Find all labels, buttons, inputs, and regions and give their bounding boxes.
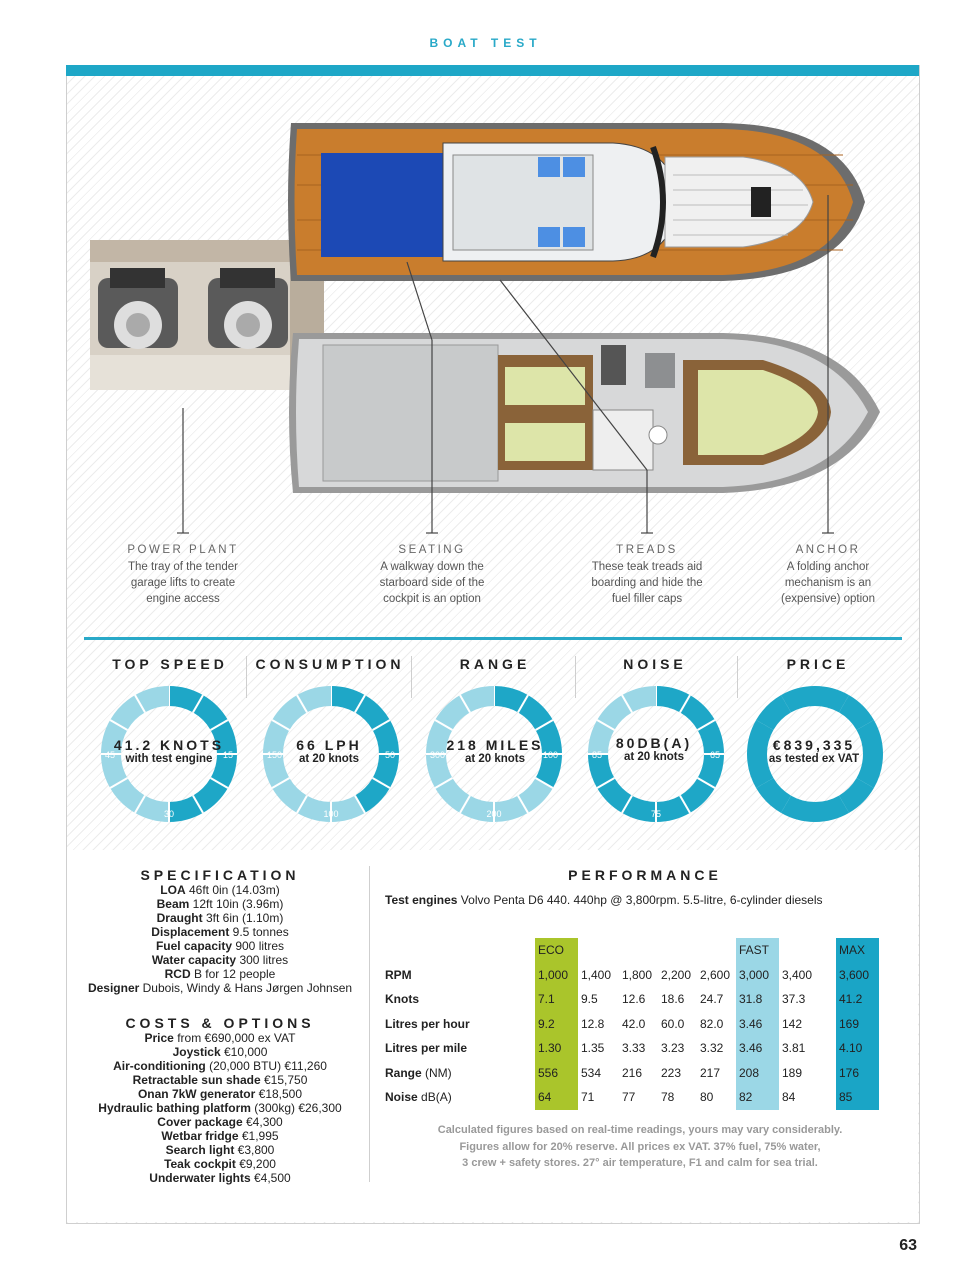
table-row [382, 987, 879, 1012]
stat-head-top-speed: TOP SPEED [112, 656, 228, 672]
spec-key: Beam [156, 897, 190, 911]
gauge-segment [331, 696, 360, 704]
gauge-subtitle: at 20 knots [464, 753, 526, 765]
spec-row [80, 1073, 360, 1087]
footnote-line: Figures allow for 20% reserve. All prices ex VAT. 37% fuel, 75% water, [459, 1140, 821, 1153]
spec-key: Air-conditioning [113, 1059, 206, 1073]
table-cell: 12.8 [581, 1016, 605, 1031]
gauge-subtitle: at 20 knots [298, 753, 360, 765]
test-engines-text: Volvo Penta D6 440. 440hp @ 3,800rpm. 5.5-litre, 6-cylinder diesels [457, 893, 823, 907]
gauge-label-noise [585, 735, 723, 763]
stat-head-range: RANGE [459, 656, 531, 672]
table-cell: 534 [581, 1065, 602, 1080]
table-cell: 18.6 [661, 992, 685, 1007]
table-cell: 31.8 [736, 987, 779, 1012]
spec-key: Displacement [151, 925, 230, 939]
row-label-text: RPM [385, 967, 412, 982]
spec-row [80, 1059, 360, 1073]
spec-key: Cover package [157, 1115, 243, 1129]
spec-value: 300 litres [236, 953, 289, 967]
gauge-tick-label: 15 [222, 750, 233, 760]
table-cell: 64 [535, 1085, 578, 1110]
gauge-segment [765, 783, 786, 804]
column-tag [697, 938, 736, 963]
table-cell: 77 [622, 1090, 636, 1105]
table-cell: 3.46 [736, 1012, 779, 1037]
table-cell: 3.46 [736, 1036, 779, 1061]
table-cell: 1,800 [622, 967, 653, 982]
row-label-text: Noise [385, 1090, 418, 1105]
spec-key: Wetbar fridge [161, 1129, 239, 1143]
gauge-segment [656, 696, 685, 704]
spec-value: €3,800 [234, 1143, 275, 1157]
table-cell: 3,600 [836, 963, 879, 988]
specification-list [80, 883, 360, 995]
spec-key: Fuel capacity [155, 939, 232, 953]
table-cell: 1,000 [535, 963, 578, 988]
table-cell: 3,000 [736, 963, 779, 988]
gauge-value: 218 MILES [446, 737, 544, 753]
spec-value: (20,000 BTU) €11,260 [205, 1059, 327, 1073]
row-label-text: Knots [385, 992, 419, 1007]
gauge-segment [198, 704, 219, 725]
gauge-segment [444, 783, 465, 804]
stat-head-price: PRICE [786, 656, 850, 672]
table-corner [382, 938, 535, 963]
gauge-label-consumption [260, 737, 398, 765]
spec-value: €4,500 [250, 1171, 291, 1185]
spec-value: €18,500 [255, 1087, 303, 1101]
spec-row [80, 1143, 360, 1157]
table-cell: 3.33 [622, 1041, 646, 1056]
gauge-tick-label: 300 [430, 750, 446, 760]
spec-key: Retractable sun shade [132, 1073, 261, 1087]
callout-title: SEATING [398, 544, 466, 556]
table-cell: 82 [736, 1085, 779, 1110]
spec-value: 3ft 6in (1.10m) [202, 911, 284, 925]
callout-line: (expensive) option [781, 593, 875, 605]
spec-key: Teak cockpit [164, 1157, 236, 1171]
callout-line: mechanism is an [784, 577, 872, 589]
callout-line: cockpit is an option [383, 593, 481, 605]
gauge-tick-label: 150 [267, 750, 283, 760]
table-cell: 9.2 [535, 1012, 578, 1037]
callout-line: A walkway down the [380, 561, 484, 573]
gauge-value: 66 LPH [296, 737, 362, 753]
stat-head-consumption: CONSUMPTION [255, 656, 405, 672]
row-label [382, 1012, 535, 1037]
row-label-text: Range [385, 1065, 422, 1080]
spec-value: €9,200 [235, 1157, 276, 1171]
table-cell: 142 [782, 1016, 803, 1031]
spec-key: Designer [87, 981, 140, 995]
gauge-segment [815, 804, 844, 812]
gauge-segment [198, 783, 219, 804]
table-cell: 24.7 [700, 992, 724, 1007]
gauge-segment [119, 783, 140, 804]
table-cell: 1,400 [581, 967, 612, 982]
gauge-segment [360, 783, 381, 804]
gauge-tick-label: 75 [650, 809, 662, 819]
gauge-label-top-speed [100, 737, 238, 765]
performance-table [382, 938, 879, 1110]
callout-line: engine access [146, 593, 220, 605]
gauge-segment [302, 696, 331, 704]
spec-key: Hydraulic bathing platform [98, 1101, 251, 1115]
gauge-value: 41.2 KNOTS [113, 737, 225, 753]
row-label [382, 1061, 535, 1086]
gauge-tick-label: 65 [709, 750, 720, 760]
spec-key: Underwater lights [149, 1171, 251, 1185]
gauge-subtitle: at 20 knots [623, 751, 685, 763]
gauge-segment [606, 704, 627, 725]
row-label [382, 1036, 535, 1061]
gauge-segment [523, 783, 544, 804]
costs-section [80, 1015, 360, 1185]
gauge-tick-label: 200 [486, 809, 502, 819]
gauge-tick-label: 45 [105, 750, 116, 760]
performance-section [385, 867, 905, 907]
callout-line: garage lifts to create [130, 577, 236, 589]
callout-line: A folding anchor [786, 561, 870, 573]
spec-row [80, 1157, 360, 1171]
gauge-segment [444, 704, 465, 725]
stat-head-noise: NOISE [623, 656, 687, 672]
table-cell: 41.2 [836, 987, 879, 1012]
table-row [382, 1061, 879, 1086]
gauge-tick-label: 50 [384, 750, 395, 760]
gauge-segment [765, 704, 786, 725]
column-tag [578, 938, 619, 963]
row-label-text: Litres per mile [385, 1041, 468, 1056]
performance-title: PERFORMANCE [568, 867, 722, 883]
table-cell: 2,200 [661, 967, 692, 982]
gauge-segment [281, 783, 302, 804]
gauge-label-price [745, 737, 883, 765]
costs-list [80, 1031, 360, 1185]
gauge-subtitle: as tested ex VAT [768, 753, 860, 765]
spec-value: 900 litres [232, 939, 285, 953]
table-cell: 7.1 [535, 987, 578, 1012]
row-label [382, 987, 535, 1012]
spec-key: Onan 7kW generator [137, 1087, 256, 1101]
page-number: 63 [899, 1237, 917, 1254]
spec-row [80, 1115, 360, 1129]
spec-value: (300kg) €26,300 [250, 1101, 342, 1115]
table-cell: 223 [661, 1065, 682, 1080]
table-cell: 169 [836, 1012, 879, 1037]
column-tag [658, 938, 697, 963]
table-cell: 1.35 [581, 1041, 605, 1056]
column-tag: FAST [736, 938, 779, 963]
table-cell: 208 [736, 1061, 779, 1086]
gauge-value: 80DB(A) [615, 735, 693, 751]
gauge-tick-label: 85 [592, 750, 603, 760]
callout-line: fuel filler caps [611, 593, 683, 605]
table-row [382, 1085, 879, 1110]
table-cell: 78 [661, 1090, 675, 1105]
spec-row [80, 1129, 360, 1143]
callout-title: POWER PLANT [127, 544, 239, 556]
column-tag [619, 938, 658, 963]
section-label: BOAT TEST [429, 36, 542, 50]
column-tag: ECO [535, 938, 578, 963]
spec-row [80, 1031, 360, 1045]
spec-key: RCD [164, 967, 191, 981]
table-cell: 217 [700, 1065, 721, 1080]
table-cell: 216 [622, 1065, 643, 1080]
table-cell: 42.0 [622, 1016, 646, 1031]
table-cell: 1.30 [535, 1036, 578, 1061]
row-label-text: Litres per hour [385, 1016, 470, 1031]
gauge-segment [786, 804, 815, 812]
spec-row [80, 939, 360, 953]
spec-key: Water capacity [151, 953, 237, 967]
table-cell: 176 [836, 1061, 879, 1086]
table-header-row [382, 938, 879, 963]
spec-key: Joystick [172, 1045, 221, 1059]
table-cell: 80 [700, 1090, 714, 1105]
gauge-segment [685, 704, 706, 725]
table-cell: 556 [535, 1061, 578, 1086]
gauge-value: €839,335 [772, 737, 856, 753]
spec-value: €1,995 [238, 1129, 279, 1143]
table-row [382, 1012, 879, 1037]
spec-row [80, 1087, 360, 1101]
gauge-segment [465, 696, 494, 704]
spec-value: 12ft 10in (3.96m) [189, 897, 284, 911]
callout-title: TREADS [616, 544, 678, 556]
gauge-segment [360, 704, 381, 725]
gauge-segment [494, 696, 523, 704]
callout-title: ANCHOR [795, 544, 861, 556]
table-cell: 9.5 [581, 992, 598, 1007]
callout-line: boarding and hide the [591, 577, 703, 589]
table-cell: 3,400 [782, 967, 813, 982]
table-cell: 71 [581, 1090, 595, 1105]
spec-value: €4,300 [242, 1115, 283, 1129]
costs-title: COSTS & OPTIONS [125, 1015, 315, 1031]
table-cell: 12.6 [622, 992, 646, 1007]
spec-row [80, 897, 360, 911]
spec-key: LOA [160, 883, 186, 897]
table-cell: 85 [836, 1085, 879, 1110]
table-cell: 3.32 [700, 1041, 724, 1056]
row-label-unit: dB(A) [417, 1090, 452, 1105]
spec-key: Price [144, 1031, 174, 1045]
table-cell: 3.23 [661, 1041, 685, 1056]
gauge-segment [786, 696, 815, 704]
row-label [382, 963, 535, 988]
spec-row [80, 1171, 360, 1185]
gauge-segment [119, 704, 140, 725]
footnote-line: 3 crew + safety stores. 27° air temperature, F1 and calm for sea trial. [462, 1157, 818, 1169]
test-engines [385, 893, 905, 907]
spec-row [80, 911, 360, 925]
gauge-segment [844, 704, 865, 725]
table-cell: 84 [782, 1090, 796, 1105]
gauge-label-range [420, 737, 570, 765]
spec-row [80, 883, 360, 897]
callout-line: These teak treads aid [591, 561, 703, 573]
table-cell: 4.10 [836, 1036, 879, 1061]
spec-value: €10,000 [220, 1045, 268, 1059]
spec-value: 46ft 0in (14.03m) [185, 883, 280, 897]
performance-footnote [385, 1122, 895, 1172]
spec-value: B for 12 people [190, 967, 276, 981]
callout-line: The tray of the tender [128, 561, 238, 573]
spec-key: Draught [156, 911, 203, 925]
specification-section [80, 867, 360, 995]
gauge-subtitle: with test engine [125, 753, 213, 765]
spec-row [80, 981, 360, 995]
callout-line: starboard side of the [379, 577, 485, 589]
gauge-segment [169, 696, 198, 704]
spec-row [80, 953, 360, 967]
column-tag [779, 938, 836, 963]
spec-value: €15,750 [260, 1073, 308, 1087]
spec-row [80, 1101, 360, 1115]
spec-value: from €690,000 ex VAT [173, 1031, 296, 1045]
gauge-tick-label: 30 [163, 809, 175, 819]
table-cell: 82.0 [700, 1016, 724, 1031]
table-cell: 189 [782, 1065, 803, 1080]
spec-value: Dubois, Windy & Hans Jørgen Johnsen [139, 981, 353, 995]
details-separator [369, 866, 370, 1182]
footnote-line: Calculated figures based on real-time readings, yours may vary considerably. [437, 1124, 843, 1136]
gauge-segment [815, 696, 844, 704]
gauge-segment [606, 783, 627, 804]
gauge-segment [627, 696, 656, 704]
specification-title: SPECIFICATION [140, 867, 300, 883]
table-row [382, 963, 879, 988]
row-label [382, 1085, 535, 1110]
row-label-unit: (NM) [421, 1065, 452, 1080]
spec-key: Search light [165, 1143, 235, 1157]
table-row [382, 1036, 879, 1061]
gauge-segment [844, 783, 865, 804]
gauge-segment [685, 783, 706, 804]
table-cell: 60.0 [661, 1016, 685, 1031]
spec-row [80, 967, 360, 981]
gauge-segment [281, 704, 302, 725]
gauge-tick-label: 100 [542, 750, 558, 760]
spec-value: 9.5 tonnes [229, 925, 289, 939]
gauge-segment [523, 704, 544, 725]
table-cell: 37.3 [782, 992, 806, 1007]
column-tag: MAX [836, 938, 879, 963]
spec-row [80, 1045, 360, 1059]
test-engines-label: Test engines [385, 893, 458, 907]
table-cell: 3.81 [782, 1041, 806, 1056]
table-cell: 2,600 [700, 967, 731, 982]
gauge-tick-label: 100 [323, 809, 339, 819]
spec-row [80, 925, 360, 939]
gauge-segment [140, 696, 169, 704]
